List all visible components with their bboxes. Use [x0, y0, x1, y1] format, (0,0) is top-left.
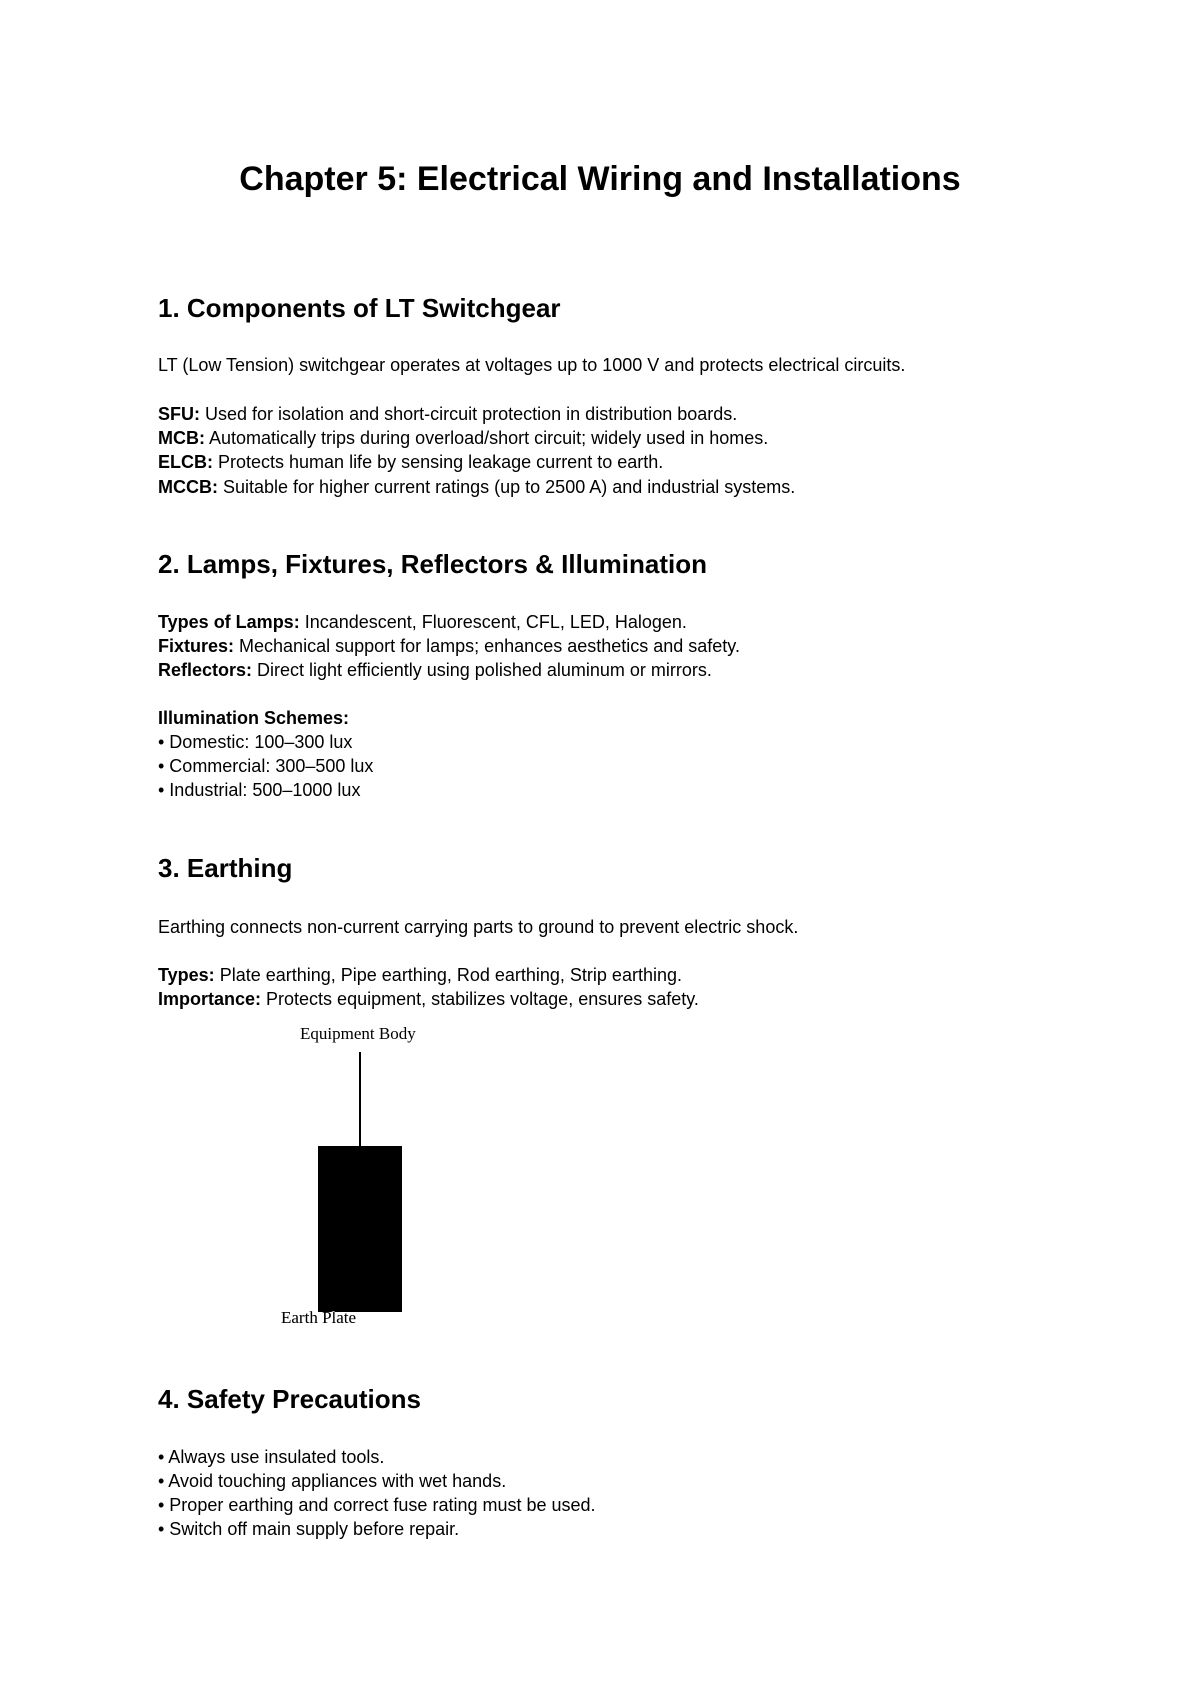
equipment-body-label: Equipment Body [300, 1024, 416, 1043]
item-text: Mechanical support for lamps; enhances aesthetics and safety. [234, 636, 740, 656]
list-item: • Avoid touching appliances with wet hands. [158, 1471, 507, 1491]
section-heading-switchgear: 1. Components of LT Switchgear [158, 293, 561, 323]
list-item [158, 660, 712, 681]
item-text: Used for isolation and short-circuit protection in distribution boards. [200, 404, 738, 424]
list-item: • Industrial: 500–1000 lux [158, 780, 361, 800]
earth-plate-shape [318, 1146, 402, 1312]
item-label: Fixtures: [158, 636, 235, 656]
illumination-schemes-label: Illumination Schemes: [158, 708, 350, 728]
list-item [158, 477, 795, 498]
earth-wire [359, 1052, 361, 1148]
item-text: Suitable for higher current ratings (up to 2500 A) and industrial systems. [218, 477, 796, 497]
list-item [158, 989, 699, 1010]
item-label: Importance: [158, 989, 262, 1009]
section-heading-lamps: 2. Lamps, Fixtures, Reflectors & Illumination [158, 549, 708, 579]
item-label: SFU: [158, 404, 200, 424]
section-heading-earthing: 3. Earthing [158, 853, 293, 883]
list-item: • Always use insulated tools. [158, 1447, 385, 1467]
item-text: Protects equipment, stabilizes voltage, ensures safety. [261, 989, 699, 1009]
list-item: • Proper earthing and correct fuse rating must be used. [158, 1495, 596, 1515]
item-label: ELCB: [158, 452, 213, 472]
item-label: MCCB: [158, 477, 218, 497]
list-item [158, 452, 663, 473]
list-item [158, 428, 768, 449]
list-item: • Commercial: 300–500 lux [158, 756, 374, 776]
list-item [158, 404, 737, 425]
list-item [158, 612, 687, 633]
item-text: Automatically trips during overload/short circuit; widely used in homes. [205, 428, 769, 448]
item-text: Protects human life by sensing leakage current to earth. [213, 452, 664, 472]
item-text: Direct light efficiently using polished aluminum or mirrors. [252, 660, 712, 680]
page-title: Chapter 5: Electrical Wiring and Installations [239, 160, 961, 198]
list-item: • Switch off main supply before repair. [158, 1519, 460, 1539]
list-item [158, 965, 682, 986]
section-heading-safety: 4. Safety Precautions [158, 1384, 421, 1414]
list-item [158, 636, 740, 657]
item-label: Reflectors: [158, 660, 253, 680]
section-intro-switchgear: LT (Low Tension) switchgear operates at voltages up to 1000 V and protects electrical circuits. [158, 355, 906, 375]
item-text: Plate earthing, Pipe earthing, Rod earthing, Strip earthing. [214, 965, 682, 985]
item-label: Types: [158, 965, 215, 985]
item-label: MCB: [158, 428, 205, 448]
item-text: Incandescent, Fluorescent, CFL, LED, Halogen. [299, 612, 687, 632]
earth-plate-label: Earth Plate [281, 1308, 357, 1327]
section-intro-earthing: Earthing connects non-current carrying parts to ground to prevent electric shock. [158, 917, 799, 937]
list-item: • Domestic: 100–300 lux [158, 732, 353, 752]
item-label: Types of Lamps: [158, 612, 300, 632]
